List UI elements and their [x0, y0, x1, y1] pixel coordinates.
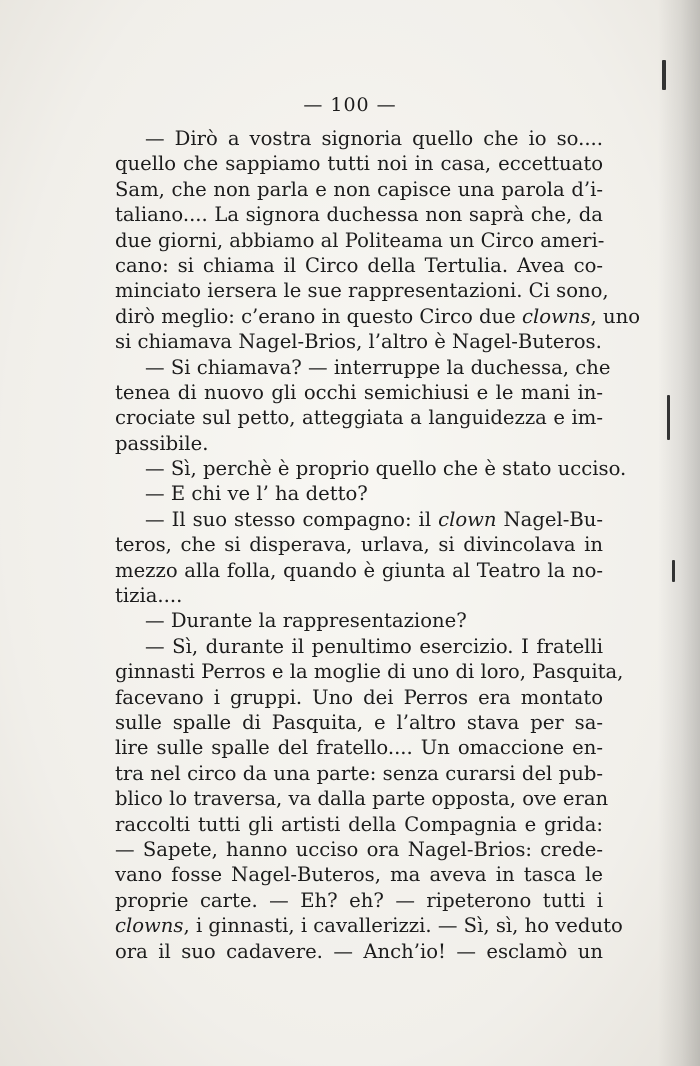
edge-mark: [672, 560, 675, 582]
edge-mark: [662, 60, 666, 90]
text-line: dirò meglio: c’erano in questo Circo due clowns, uno: [115, 304, 640, 328]
text-line: blico lo traversa, va dalla parte opposta, ove eran: [115, 787, 609, 811]
text-line: si chiamava Nagel-Brios, l’altro è Nagel-Buteros.: [115, 330, 602, 354]
text-line: mezzo alla folla, quando è giunta al Teatro la no-: [115, 558, 603, 582]
text-line: cano: si chiama il Circo della Tertulia. Avea co-: [115, 253, 603, 277]
text-line: quello che sappiamo tutti noi in casa, eccettuato: [115, 152, 603, 176]
text-line: minciato iersera le sue rappresentazioni. Ci sono,: [115, 279, 609, 303]
text-line: raccolti tutti gli artisti della Compagnia e grida:: [115, 812, 603, 836]
text-line: passibile.: [115, 431, 209, 455]
text-line: clowns, i ginnasti, i cavallerizzi. — Sì, sì, ho veduto: [115, 914, 623, 938]
text-line: due giorni, abbiamo al Politeama un Circo ameri-: [115, 228, 605, 252]
edge-mark: [667, 395, 670, 440]
text-line: lire sulle spalle del fratello.... Un omaccione en-: [115, 736, 603, 760]
text-line: proprie carte. — Eh? eh? — ripeterono tutti i: [115, 888, 603, 912]
text-line: — Sì, durante il penultimo esercizio. I fratelli: [145, 634, 603, 658]
text-line: tizia....: [115, 584, 183, 608]
text-line: — Si chiamava? — interruppe la duchessa, che: [145, 355, 611, 379]
text-line: — Sì, perchè è proprio quello che è stato ucciso.: [145, 457, 627, 481]
body-text: [115, 126, 640, 964]
text-line: sulle spalle di Pasquita, e l’altro stava per sa-: [115, 710, 603, 734]
text-line: tra nel circo da una parte: senza curarsi del pub-: [115, 761, 603, 785]
text-line: facevano i gruppi. Uno dei Perros era montato: [115, 685, 603, 709]
text-line: tenea di nuovo gli occhi semichiusi e le mani in-: [115, 380, 603, 404]
page-number: — 100 —: [303, 94, 397, 116]
text-line: Sam, che non parla e non capisce una parola d’i-: [115, 177, 603, 201]
text-line: ora il suo cadavere. — Anch’io! — esclamò un: [115, 939, 603, 963]
text-line: — Durante la rappresentazione?: [145, 609, 467, 633]
text-line: vano fosse Nagel-Buteros, ma aveva in tasca le: [115, 863, 603, 887]
text-line: — E chi ve l’ ha detto?: [145, 482, 368, 506]
text-line: crociate sul petto, atteggiata a languidezza e im-: [115, 406, 603, 430]
text-line: taliano.... La signora duchessa non saprà che, da: [115, 203, 603, 227]
text-line: ginnasti Perros e la moglie di uno di loro, Pasquita,: [115, 660, 624, 684]
text-line: teros, che si disperava, urlava, si divincolava in: [115, 533, 603, 557]
page-edge-shadow: [658, 0, 700, 1066]
text-line: — Dirò a vostra signoria quello che io so....: [145, 127, 603, 150]
text-line: — Il suo stesso compagno: il clown Nagel-Bu-: [145, 507, 604, 531]
text-line: — Sapete, hanno ucciso ora Nagel-Brios: crede-: [115, 837, 603, 861]
